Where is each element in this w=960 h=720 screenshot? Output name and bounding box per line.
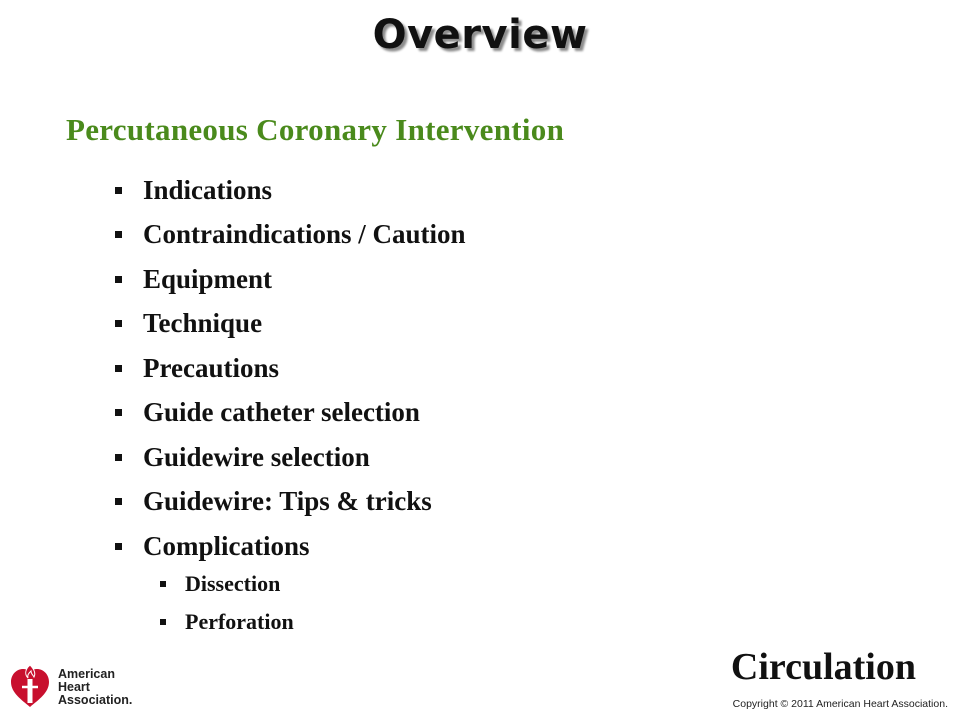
bullet-item-precautions [115, 346, 466, 391]
bullet-label: Guide catheter selection [143, 397, 420, 428]
aha-logo-text [58, 668, 132, 707]
square-bullet-icon [115, 276, 122, 283]
bullet-item-guidewire-selection [115, 435, 466, 480]
slide-subtitle: Percutaneous Coronary Intervention [66, 112, 565, 147]
aha-logo [8, 662, 138, 712]
square-bullet-icon [115, 320, 122, 327]
bullet-item-contraindications [115, 213, 466, 258]
journal-name: Circulation [730, 646, 916, 688]
bullet-label: Contraindications / Caution [143, 219, 466, 250]
sub-bullet-item-dissection [160, 565, 294, 603]
bullet-label: Indications [143, 174, 273, 205]
square-bullet-icon [115, 543, 122, 550]
bullet-item-equipment [115, 257, 466, 302]
aha-logo-line2: Heart [58, 679, 90, 694]
square-bullet-icon [115, 454, 122, 461]
sub-bullet-list [160, 565, 294, 641]
bullet-list [115, 168, 466, 569]
bullet-item-complications [115, 524, 466, 569]
bullet-label: Guidewire: Tips & tricks [143, 486, 432, 517]
sub-bullet-label: Dissection [185, 571, 281, 596]
bullet-label: Precautions [143, 352, 279, 383]
square-bullet-icon [115, 498, 122, 505]
heart-torch-icon [8, 663, 52, 711]
aha-logo-line1: American [58, 666, 115, 681]
square-bullet-icon [160, 581, 166, 587]
square-bullet-icon [115, 187, 122, 194]
square-bullet-icon [160, 619, 166, 625]
square-bullet-icon [115, 409, 122, 416]
bullet-item-guide-catheter [115, 391, 466, 436]
sub-bullet-label: Perforation [185, 609, 294, 634]
copyright-text: Copyright © 2011 American Heart Association. [732, 698, 948, 710]
sub-bullet-item-perforation [160, 603, 294, 641]
aha-logo-line3: Association. [58, 692, 133, 707]
bullet-item-indications [115, 168, 466, 213]
bullet-label: Equipment [143, 263, 273, 294]
slide-title: Overview [372, 12, 588, 58]
bullet-item-technique [115, 302, 466, 347]
bullet-label: Technique [143, 308, 263, 339]
bullet-label: Complications [143, 530, 310, 561]
square-bullet-icon [115, 365, 122, 372]
bullet-label: Guidewire selection [143, 441, 370, 472]
bullet-item-guidewire-tips [115, 480, 466, 525]
square-bullet-icon [115, 231, 122, 238]
